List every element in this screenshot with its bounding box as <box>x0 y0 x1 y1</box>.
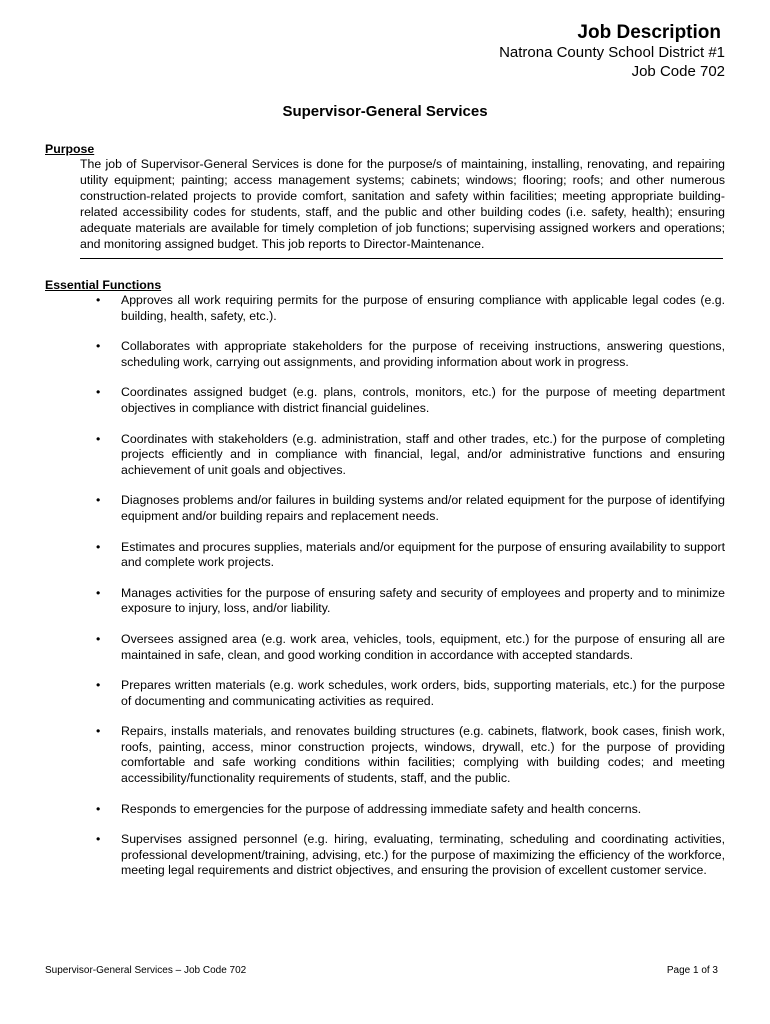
list-item-text: Oversees assigned area (e.g. work area, vehicles, tools, equipment, etc.) for the purpose of ensuring all are maintained in safe, clean, and good working condition in accordance with accepted standards. <box>121 631 725 662</box>
bullet-icon: • <box>96 832 101 847</box>
list-item-text: Diagnoses problems and/or failures in building systems and/or related equipment for the purpose of identifying equipment and/or building repairs and replacement needs. <box>121 493 725 523</box>
essential-functions-list <box>0 293 770 894</box>
list-item-text: Manages activities for the purpose of ensuring safety and security of employees and property and to minimize exposure to injury, loss, and/or liability. <box>121 585 725 616</box>
list-item <box>0 802 770 818</box>
bullet-icon: • <box>96 385 101 400</box>
list-item <box>0 339 770 370</box>
bullet-icon: • <box>96 801 101 816</box>
list-item <box>0 678 770 709</box>
list-item-text: Coordinates with stakeholders (e.g. administration, staff and other trades, etc.) for the purpose of completing projects efficiently and in compliance with financial, legal, and/or administrative functions and ensuring achievement of unit goals and objectives. <box>121 431 725 477</box>
bullet-icon: • <box>96 585 101 600</box>
bullet-icon: • <box>96 293 101 307</box>
list-item <box>0 540 770 571</box>
list-item <box>0 493 770 524</box>
bullet-icon: • <box>96 493 101 508</box>
bullet-icon: • <box>96 339 101 354</box>
list-item-text: Supervises assigned personnel (e.g. hiring, evaluating, terminating, scheduling and coordinating activities, professional development/training, advising, etc.) for the purpose of maximizing the efficiency of the workforce, meeting legal requirements and district objectives, and ensuring the provision of excellent customer service. <box>121 832 725 878</box>
list-item <box>0 832 770 879</box>
document-title: Supervisor-General Services <box>282 103 488 120</box>
list-item <box>0 724 770 786</box>
bullet-icon: • <box>96 431 101 446</box>
list-item-text: Responds to emergencies for the purpose of addressing immediate safety and health concerns. <box>121 801 642 816</box>
header-title: Job Description <box>577 22 721 43</box>
bullet-icon: • <box>96 678 101 693</box>
list-item-text: Estimates and procures supplies, materials and/or equipment for the purpose of ensuring availability to support and complete work projects. <box>121 539 725 570</box>
section-divider <box>80 258 723 259</box>
list-item-text: Prepares written materials (e.g. work schedules, work orders, bids, supporting materials, etc.) for the purpose of documenting and communicating activities as required. <box>121 678 725 708</box>
header-organization: Natrona County School District #1 <box>499 44 725 61</box>
purpose-paragraph: The job of Supervisor-General Services is done for the purpose/s of maintaining, installing, renovating, and repairing utility equipment; painting; access management systems; cabinets; windows; flooring; roofs; and other numerous construction-related projects to provide comfort, sanitation and safety within facilities; meeting appropriate building-related accessibility codes for students, staff, and the public and other building codes (i.e. safety, health); ensuring adequate materials are available for timely completion of job functions; supervising assigned workers and operations; and monitoring assigned budget. This job reports to Director-Maintenance. <box>80 157 725 251</box>
list-item <box>0 293 770 324</box>
bullet-icon: • <box>96 631 101 646</box>
list-item <box>0 432 770 479</box>
list-item <box>0 586 770 617</box>
list-item-text: Coordinates assigned budget (e.g. plans, controls, monitors, etc.) for the purpose of meeting department objectives in compliance with district financial guidelines. <box>121 385 725 415</box>
header-job-code: Job Code 702 <box>631 63 725 80</box>
list-item <box>0 385 770 416</box>
purpose-heading: Purpose <box>45 142 95 156</box>
list-item-text: Collaborates with appropriate stakeholders for the purpose of receiving instructions, answering questions, scheduling work, carrying out assignments, and providing information about work in progress. <box>121 339 725 369</box>
page-number: Page 1 of 3 <box>666 965 718 976</box>
list-item <box>0 632 770 663</box>
list-item-text: Repairs, installs materials, and renovates building structures (e.g. cabinets, flatwork, book cases, finish work, roofs, painting, access, minor construction projects, windows, drywall, etc.) for the purpose of providing comfortable and safe working conditions within facilities; complying with building codes; and meeting accessibility/functionality requirements of students, staff, and the public. <box>121 724 725 786</box>
bullet-icon: • <box>96 539 101 554</box>
bullet-icon: • <box>96 724 101 739</box>
footer-title: Supervisor-General Services – Job Code 702 <box>45 965 247 976</box>
list-item-text: Approves all work requiring permits for the purpose of ensuring compliance with applicable legal codes (e.g. building, health, safety, etc.). <box>121 293 725 323</box>
essential-functions-heading: Essential Functions <box>45 278 162 292</box>
